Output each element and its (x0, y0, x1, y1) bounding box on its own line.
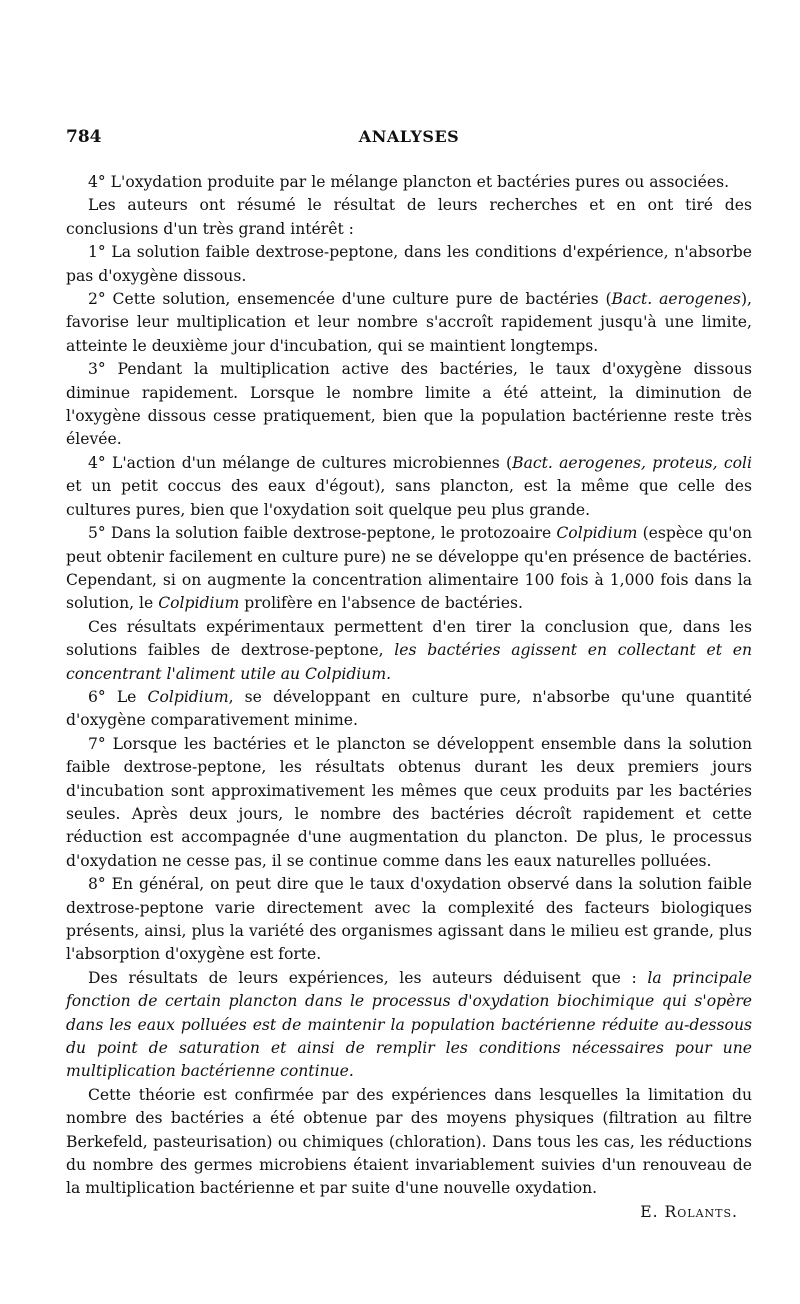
italic-run: Colpidium (147, 687, 229, 706)
paragraph (66, 452, 752, 522)
text-run: 1° La solution faible dextrose-peptone, dans les conditions d'expérience, n'absorbe pas d'oxygène dissous. (66, 243, 752, 285)
author-signature: E. Rolants. (640, 1202, 738, 1221)
text-run: , se développant en culture pure, n'absorbe qu'une quantité d'oxygène comparativement minime. (66, 687, 752, 730)
text-run: et un petit coccus des eaux d'égout), sans plancton, est la même que celle des cultures pures, bien que l'oxydation soit quelque peu plus grande. (66, 477, 752, 519)
page-header (66, 127, 752, 157)
text-run: prolifère en l'absence de bactéries. (239, 594, 523, 613)
page (66, 127, 752, 1224)
text-run: Des résultats de leurs expériences, les auteurs déduisent que : (88, 968, 648, 987)
paragraph (66, 733, 752, 873)
italic-run: Bact. aerogenes, proteus, coli (512, 453, 752, 472)
italic-run: Colpidium (556, 524, 638, 543)
italic-run: Colpidium (158, 594, 240, 613)
italic-run: Bact. aerogenes (611, 290, 741, 309)
text-run: 8° En général, on peut dire que le taux d'oxydation observé dans la solution faible dextrose-peptone varie directement avec la complexité des facteurs biologiques présents, ainsi, plus la variété des organismes agissant dans le milieu est grande, plus l'absorption d'oxygène est forte. (66, 875, 752, 964)
paragraph (66, 967, 752, 1084)
text-run: 4° L'action d'un mélange de cultures microbiennes ( (88, 453, 513, 472)
paragraph (66, 241, 752, 288)
text-run: ), favorise leur multiplication et leur nombre s'accroît rapidement jusqu'à une limite, atteinte le deuxième jour d'incubation, qui se maintient longtemps. (66, 290, 752, 355)
text-run: 2° Cette solution, ensemencée d'une culture pure de bactéries ( (88, 290, 612, 309)
text-run: 4° L'oxydation produite par le mélange plancton et bactéries pures ou associées. (88, 173, 730, 191)
paragraph (66, 1084, 752, 1201)
paragraph (66, 171, 752, 194)
article-body (66, 171, 752, 1224)
text-run: 5° Dans la solution faible dextrose-peptone, le protozoaire (88, 524, 557, 543)
text-run: (espèce qu'on peut obtenir facilement en culture pure) ne se développe qu'en présence de bactéries. Cependant, si on augmente la concentration alimentaire 100 fois à 1,000 fois dans la solution, le (66, 524, 752, 613)
text-run: 6° Le (88, 687, 148, 706)
text-run: Cette théorie est confirmée par des expériences dans lesquelles la limitation du nombre des bactéries a été obtenue par des moyens physiques (filtration au filtre Berkefeld, pasteurisation) ou chimiques (chloration). Dans tous les cas, les réductions du nombre des germes microbiens étaient invariablement suivies d'un renouveau de la multiplication bactérienne et par suite d'une nouvelle oxydation. (66, 1085, 752, 1198)
page-number: 784 (66, 127, 102, 147)
text-run: 7° Lorsque les bactéries et le plancton se développent ensemble dans la solution faible dextrose-peptone, les résultats obtenus durant les deux premiers jours d'incubation sont approximativement les mêmes que ceux produits par les bactéries seules. Après deux jours, le nombre des bactéries décroît rapidement et cette réduction est accompagnée d'une augmentation du plancton. De plus, le processus d'oxydation ne cesse pas, il se continue comme dans les eaux naturelles polluées. (66, 734, 752, 870)
paragraph (66, 194, 752, 241)
paragraph (66, 522, 752, 616)
paragraph (66, 358, 752, 452)
text-run: Les auteurs ont résumé le résultat de leurs recherches et en ont tiré des conclusions d'un très grand intérêt : (66, 196, 752, 238)
paragraph (66, 686, 752, 733)
running-title: ANALYSES (358, 127, 460, 146)
paragraph (66, 288, 752, 358)
italic-run: les bactéries agissent en collectant et en concentrant l'aliment utile au Colpidium. (66, 641, 753, 683)
paragraph (66, 616, 752, 686)
text-run: 3° Pendant la multiplication active des bactéries, le taux d'oxygène dissous diminue rapidement. Lorsque le nombre limite a été atteint, la diminution de l'oxygène dissous cesse pratiquement, bien que la population bactérienne reste très élevée. (66, 360, 752, 449)
text-run: Ces résultats expérimentaux permettent d'en tirer la conclusion que, dans les solutions faibles de dextrose-peptone, (66, 617, 752, 660)
paragraph (66, 873, 752, 967)
italic-run: la principale fonction de certain plancton dans le processus d'oxydation biochimique qui s'opère dans les eaux polluées est de maintenir la population bactérienne réduite au-dessous du point de saturation et ainsi de remplir les conditions nécessaires pour une multiplication bactérienne continue. (66, 968, 752, 1081)
